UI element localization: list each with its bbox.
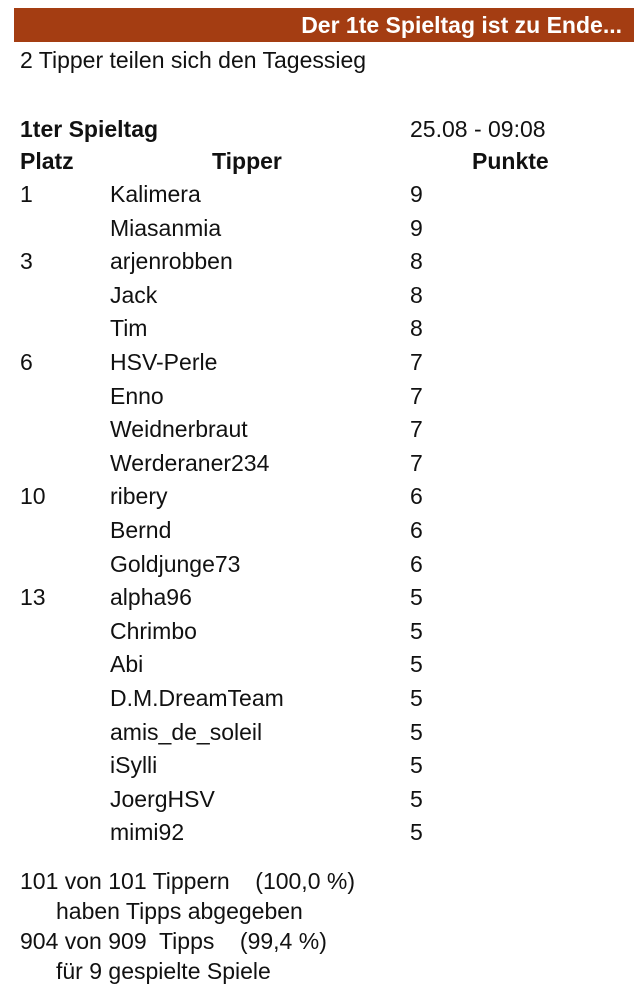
points-cell: 6 — [410, 516, 423, 543]
points-cell: 5 — [410, 651, 423, 678]
stats-tips: 904 von 909 Tipps (99,4 %) — [20, 928, 327, 954]
table-row — [0, 617, 638, 651]
tipper-name-cell: Enno — [110, 382, 164, 409]
points-cell: 5 — [410, 819, 423, 846]
column-header-tipper: Tipper — [212, 148, 282, 174]
rank-cell: 3 — [20, 248, 33, 275]
table-row — [0, 583, 638, 617]
table-row — [0, 180, 638, 214]
rank-cell: 6 — [20, 348, 33, 375]
tipper-name-cell: mimi92 — [110, 819, 185, 846]
points-cell: 5 — [410, 752, 423, 779]
points-cell: 7 — [410, 416, 423, 443]
table-row — [0, 751, 638, 785]
column-header-punkte: Punkte — [472, 148, 549, 174]
table-row — [0, 382, 638, 416]
table-row — [0, 214, 638, 248]
table-row — [0, 818, 638, 852]
points-cell: 6 — [410, 483, 423, 510]
table-row — [0, 650, 638, 684]
rank-cell: 13 — [20, 584, 46, 611]
rank-cell: 10 — [20, 483, 46, 510]
stats-tips-note: für 9 gespielte Spiele — [56, 958, 271, 984]
ranking-table — [0, 180, 638, 852]
points-cell: 5 — [410, 584, 423, 611]
table-row — [0, 482, 638, 516]
points-cell: 6 — [410, 550, 423, 577]
tipper-name-cell: arjenrobben — [110, 248, 233, 275]
table-row — [0, 314, 638, 348]
points-cell: 9 — [410, 214, 423, 241]
table-row — [0, 415, 638, 449]
column-header-platz: Platz — [20, 148, 74, 174]
table-row — [0, 348, 638, 382]
subtitle: 2 Tipper teilen sich den Tagessieg — [20, 47, 367, 73]
matchday-date: 25.08 - 09:08 — [410, 116, 546, 142]
tipper-name-cell: alpha96 — [110, 584, 192, 611]
tipper-name-cell: ribery — [110, 483, 168, 510]
tipper-name-cell: iSylli — [110, 752, 158, 779]
points-cell: 7 — [410, 348, 423, 375]
tipper-name-cell: amis_de_soleil — [110, 718, 263, 745]
tipper-name-cell: Jack — [110, 281, 158, 308]
tipper-name-cell: D.M.DreamTeam — [110, 684, 284, 711]
table-row — [0, 247, 638, 281]
stats-tippers-note: haben Tipps abgegeben — [56, 898, 303, 924]
tipper-name-cell: Weidnerbraut — [110, 416, 248, 443]
tipper-name-cell: HSV-Perle — [110, 348, 218, 375]
points-cell: 7 — [410, 449, 423, 476]
tipper-name-cell: JoergHSV — [110, 785, 215, 812]
tipper-name-cell: Miasanmia — [110, 214, 222, 241]
matchday-title: 1ter Spieltag — [20, 116, 159, 142]
tipper-name-cell: Kalimera — [110, 181, 201, 207]
rank-cell: 1 — [20, 181, 33, 207]
points-cell: 5 — [410, 617, 423, 644]
points-cell: 8 — [410, 315, 423, 342]
points-cell: 5 — [410, 684, 423, 711]
table-row — [0, 684, 638, 718]
tipper-name-cell: Bernd — [110, 516, 172, 543]
tipper-name-cell: Tim — [110, 315, 148, 342]
points-cell: 5 — [410, 718, 423, 745]
tipper-name-cell: Goldjunge73 — [110, 550, 241, 577]
points-cell: 5 — [410, 785, 423, 812]
table-row — [0, 516, 638, 550]
table-row — [0, 449, 638, 483]
table-row — [0, 281, 638, 315]
statistics-block — [20, 866, 355, 986]
banner-title: Der 1te Spieltag ist zu Ende... — [301, 12, 622, 38]
tipper-name-cell: Abi — [110, 651, 144, 678]
title-banner — [14, 8, 634, 42]
points-cell: 9 — [410, 181, 423, 207]
table-row — [0, 718, 638, 752]
points-cell: 8 — [410, 281, 423, 308]
stats-tippers: 101 von 101 Tippern (100,0 %) — [20, 868, 355, 894]
points-cell: 7 — [410, 382, 423, 409]
tipper-name-cell: Werderaner234 — [110, 449, 270, 476]
table-row — [0, 550, 638, 584]
points-cell: 8 — [410, 248, 423, 275]
tipper-name-cell: Chrimbo — [110, 617, 197, 644]
table-row — [0, 785, 638, 819]
